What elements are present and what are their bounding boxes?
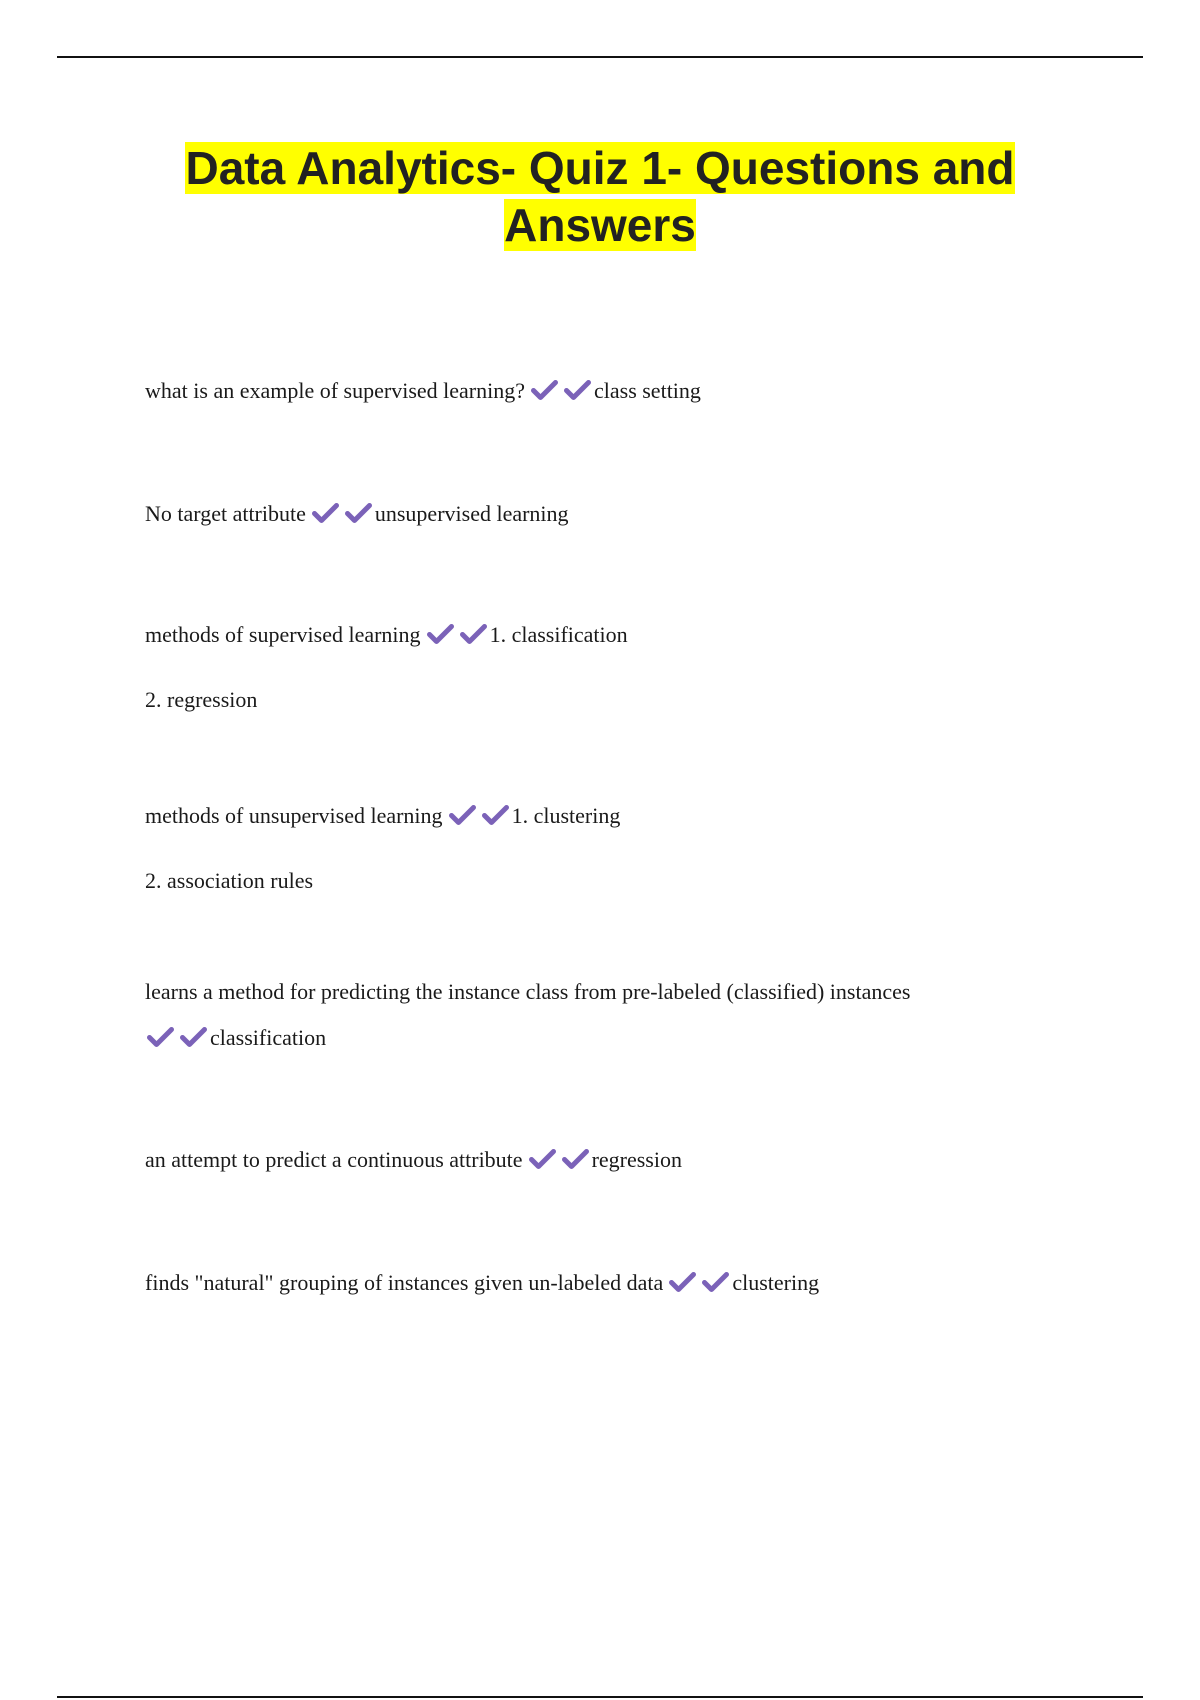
bottom-rule — [57, 1696, 1143, 1698]
qa-item-1 — [145, 376, 1045, 409]
qa-line — [145, 1145, 1045, 1178]
answer-text: class setting — [593, 378, 701, 403]
qa-line — [145, 1023, 1045, 1056]
check-icon — [531, 379, 558, 401]
double-check-icon — [427, 623, 487, 653]
qa-item-2 — [145, 499, 1045, 532]
check-icon — [345, 502, 372, 524]
double-check-icon — [669, 1271, 729, 1301]
question-text: what is an example of supervised learning? — [145, 378, 525, 403]
question-text: an attempt to predict a continuous attribute — [145, 1147, 523, 1172]
check-icon — [449, 804, 476, 826]
double-check-icon — [531, 379, 591, 409]
document-title: Data Analytics- Quiz 1- Questions and Answers — [185, 142, 1015, 251]
answer-text: 1. classification — [489, 622, 628, 647]
answer-text: unsupervised learning — [374, 501, 569, 526]
qa-item-7 — [145, 1268, 1045, 1301]
check-icon — [482, 804, 509, 826]
qa-item-5 — [145, 977, 1045, 1056]
check-icon — [427, 623, 454, 645]
check-icon — [312, 502, 339, 524]
double-check-icon — [312, 502, 372, 532]
answer-text: regression — [591, 1147, 682, 1172]
check-icon — [562, 1148, 589, 1170]
qa-item-3 — [145, 620, 1045, 715]
check-icon — [147, 1026, 174, 1048]
qa-line — [145, 977, 1045, 1007]
check-icon — [702, 1271, 729, 1293]
qa-item-4 — [145, 801, 1045, 896]
qa-line — [145, 499, 1045, 532]
check-icon — [564, 379, 591, 401]
qa-line — [145, 376, 1045, 409]
question-text: finds "natural" grouping of instances given un-labeled data — [145, 1270, 664, 1295]
double-check-icon — [449, 804, 509, 834]
top-rule — [57, 56, 1143, 58]
answer-text: clustering — [732, 1270, 820, 1295]
check-icon — [180, 1026, 207, 1048]
question-text: No target attribute — [145, 501, 306, 526]
check-icon — [529, 1148, 556, 1170]
qa-item-6 — [145, 1145, 1045, 1178]
qa-line — [145, 1268, 1045, 1301]
double-check-icon — [147, 1026, 207, 1056]
answer-continuation: 2. regression — [145, 687, 258, 712]
title-block — [100, 140, 1100, 254]
double-check-icon — [529, 1148, 589, 1178]
question-text: learns a method for predicting the instance class from pre-labeled (classified) instances — [145, 979, 911, 1004]
answer-text: classification — [210, 1025, 327, 1050]
qa-line — [145, 620, 1045, 653]
answer-continuation: 2. association rules — [145, 868, 314, 893]
question-text: methods of unsupervised learning — [145, 803, 443, 828]
check-icon — [460, 623, 487, 645]
question-text: methods of supervised learning — [145, 622, 421, 647]
check-icon — [669, 1271, 696, 1293]
answer-text: 1. clustering — [511, 803, 621, 828]
qa-line — [145, 801, 1045, 834]
